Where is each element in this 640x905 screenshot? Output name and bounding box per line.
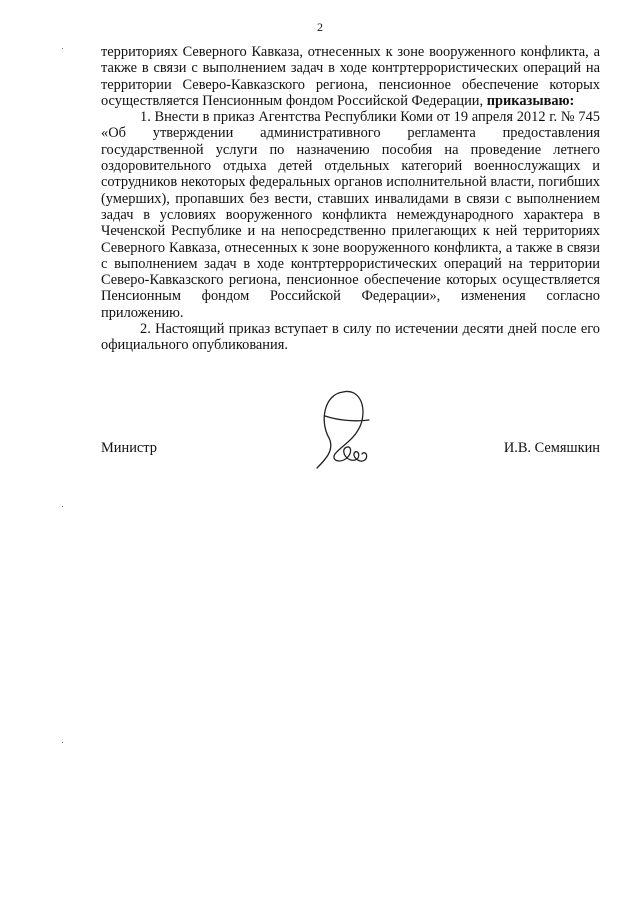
order-word: приказываю:: [486, 92, 575, 109]
margin-mark: [62, 48, 63, 49]
signature-row: [101, 440, 600, 460]
margin-mark: [62, 506, 63, 507]
signer-position: Министр: [101, 440, 157, 456]
margin-mark: [62, 742, 63, 743]
continuation-text: территориях Северного Кавказа, отнесенных к зоне вооруженного конфликта, а также в связи с выполнением задач в ходе контртеррористических операций на территории Северо-Кавказского региона, пенсионное обеспечение которых осуществляется Пенсионным фондом Российской Федерации,: [101, 44, 600, 109]
document-body: [101, 44, 600, 354]
continuation-paragraph: [101, 44, 600, 109]
item-1-paragraph: 1. Внести в приказ Агентства Республики Коми от 19 апреля 2012 г. № 745 «Об утверждении административного регламента предоставления государственной услуги по назначению пособия на проведение летнего оздоровительного отдыха детей отдельных категорий военнослужащих и сотрудников некоторых федеральных органов исполнительной власти, погибших (умерших), пропавших без вести, ставших инвалидами в связи с выполнением задач в условиях вооруженного конфликта немеждународного характера в Чеченской Республике и на непосредственно прилегающих к ней территориях Северного Кавказа, отнесенных к зоне вооруженного конфликта, а также в связи с выполнением задач в ходе контртеррористических операций на территории Северо-Кавказского региона, пенсионное обеспечение которых осуществляется Пенсионным фондом Российской Федерации», изменения согласно приложению.: [101, 109, 600, 321]
handwritten-signature: [295, 380, 395, 480]
page-number: 2: [317, 20, 323, 34]
signer-name: И.В. Семяшкин: [503, 440, 600, 456]
item-2-paragraph: 2. Настоящий приказ вступает в силу по истечении десяти дней после его официального опубликования.: [101, 321, 600, 354]
